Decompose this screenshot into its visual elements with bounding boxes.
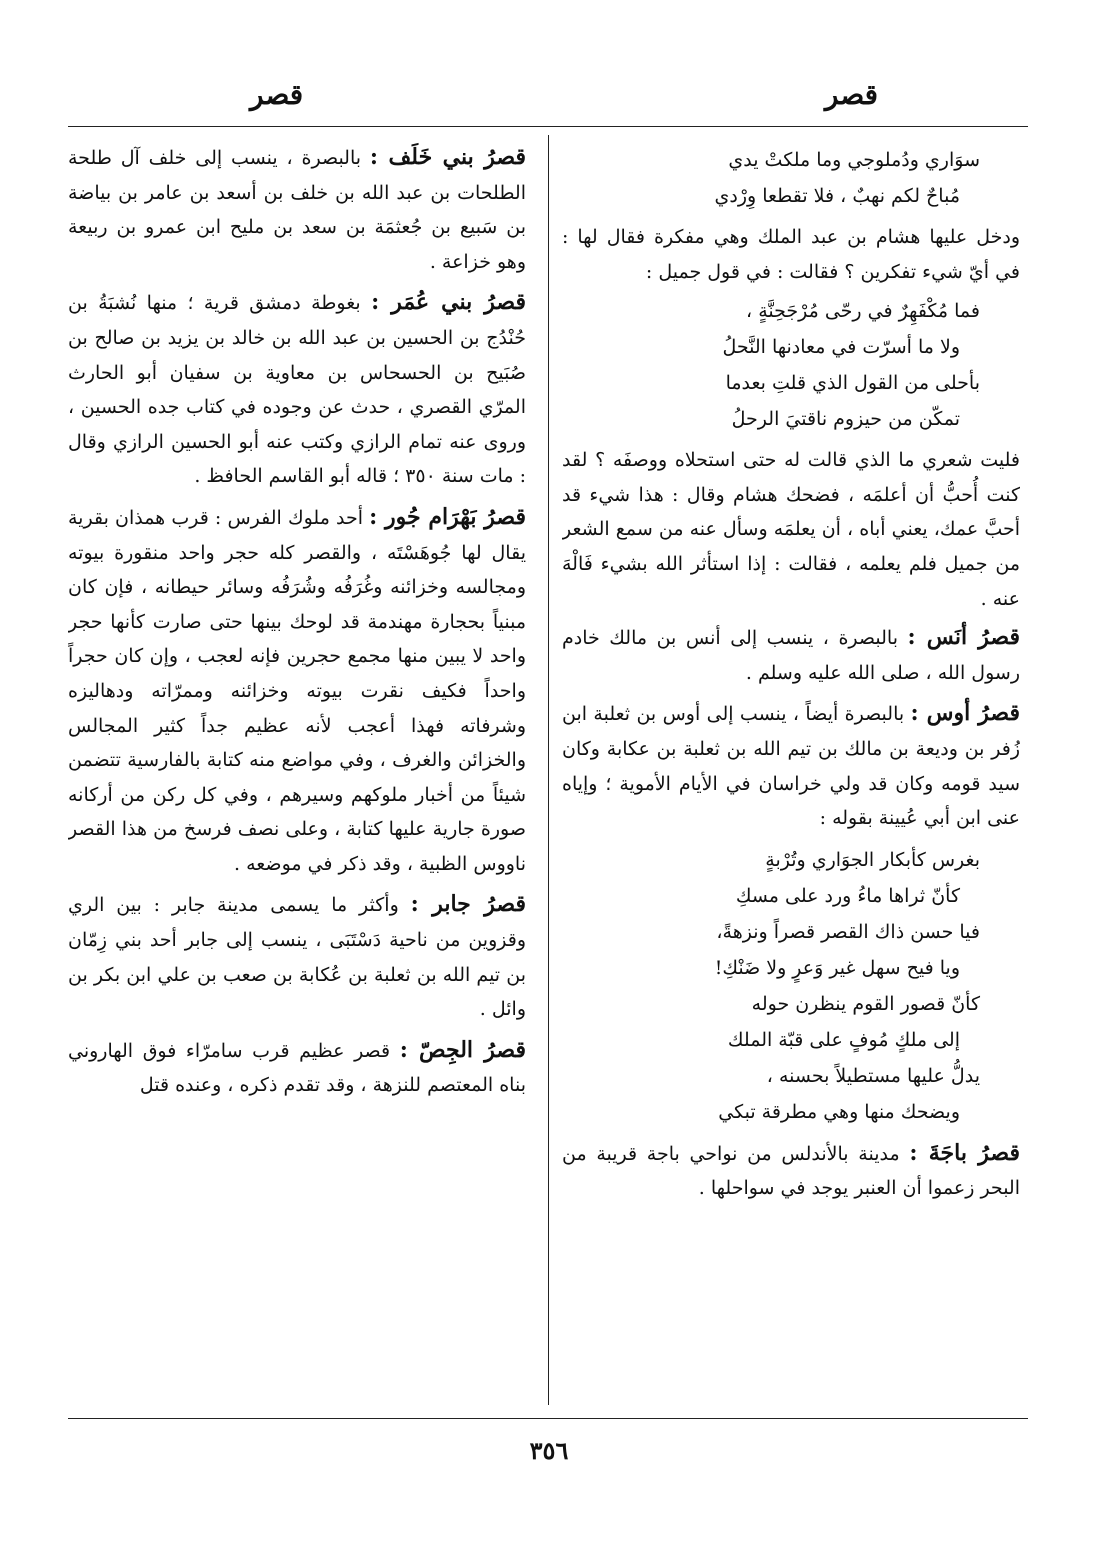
verse: ويا فيح سهل غير وَعرٍ ولا ضَنْكِ! (714, 956, 960, 979)
entry-qasr-al-jiss (68, 1033, 526, 1103)
entry-qasr-aws (562, 696, 1020, 835)
poem-3 (562, 842, 1020, 1130)
entry-text: وأكثر ما يسمى مدينة جابر : بين الري وقزوين من ناحية دَسْتَبَى ، ينسب إلى جابر أحد بني زِمّان بن تيم الله بن ثعلبة بن عُكابة بن صعب بن علي ابن بكر بن وائل . (68, 894, 526, 1021)
entry-qasr-jabir (68, 887, 526, 1026)
running-header-right: قصر (824, 78, 878, 111)
verse: بغرس كأبكار الجوَاري وتُرْبةٍ (765, 848, 980, 871)
entry-headword: قصرُ أوس : (910, 700, 1020, 727)
footer-rule (68, 1418, 1028, 1419)
entry-qasr-bahram-jur (68, 500, 526, 882)
entry-text: بالبصرة أيضاً ، ينسب إلى أوس بن ثعلبة ابن زُفر بن وديعة بن مالك بن تيم الله بن ثعلبة بن عكابة وكان سيد قومه وكان قد ولي خراسان في الأيام الأموية ؛ وإياه عنى ابن أبي عُيينة بقوله : (562, 703, 1020, 830)
entry-text: مدينة بالأندلس من نواحي باجة قريبة من البحر زعموا أن العنبر يوجد في سواحلها . (562, 1142, 1020, 1200)
paragraph: ودخل عليها هشام بن عبد الملك وهي مفكرة فقال لها : في أيّ شيء تفكرين ؟ فقالت : في قول جميل : (562, 226, 1020, 283)
entry-text: أحد ملوك الفرس : قرب همذان بقرية يقال لها جُوهَسْتَه ، والقصر كله حجر واحد منقورة بيوته ومجالسه وخزائنه وغُرَفُه وشُرَفُه وسائر حيطانه ، فإن كان مبنياً بحجارة مهندمة قد لوحك بينها حتى صارت كأنها حجر واحد لا يبين منها مجمع حجرين فإنه لعجب ، وإن كان حجراً واحداً فكيف نقرت بيوته وخزائنه وممرّاته ودهاليزه وشرفاته فهذا أعجب لأنه عظيم جداً كثير المجالس والخزائن والغرف ، وفي مواضع منه كتابة بالفارسية تتضمن شيئاً من أخبار ملوكهم وسيرهم ، وفي كل ركن من أركانه صورة جارية عليها كتابة ، وعلى نصف فرسخ من هذا القصر ناووس الظبية ، وقد ذكر في موضعه . (68, 506, 526, 875)
entry-qasr-bani-khalaf (68, 140, 526, 279)
verse: ولا ما أسرّت في معادنها النَّحلُ (722, 336, 960, 359)
poem-2 (562, 293, 1020, 437)
verse: مُباحٌ لكم نهبٌ ، فلا تقطعا وِرْدي (714, 185, 960, 207)
verse: فما مُكْفَهِرٌ في رحّى مُرْجَحِنَّةٍ ، (746, 300, 980, 323)
entry-headword: قصرُ أنَس : (907, 624, 1020, 651)
entry-headword: قصرُ الجِصّ : (399, 1036, 526, 1063)
verse: إلى ملكٍ مُوفٍ على قبّة الملك (727, 1028, 960, 1051)
verse: كأنّ قصور القوم ينظرن حوله (751, 992, 980, 1015)
verse: ويضحك منها وهي مطرقة تبكي (718, 1100, 960, 1123)
verse: فيا حسن ذاك القصر قصراً ونزهةً، (716, 920, 980, 943)
entry-text: بالبصرة ، ينسب إلى خلف آل طلحة الطلحات بن عبد الله بن خلف بن أسعد بن عامر بن بياضة بن سَبيع بن جُعثمَة بن سعد بن مليح ابن عمرو بن ربيعة وهو خزاعة . (68, 147, 526, 273)
verse: كأنّ ثراها ماءُ ورد على مسكِ (735, 884, 960, 907)
entry-headword: قصرُ باجَةَ : (909, 1139, 1020, 1166)
running-header-left: قصر (250, 78, 304, 111)
paragraph: فليت شعري ما الذي قالت له حتى استحلاه ووصفَه ؟ لقد كنت أُحبُّ أن أعلمَه ، فضحك هشام وقال : هذا شيء قد أحبَّ عمك، يعني أباه ، أن يعلمَه وسأل عنه من سمع الشعر من جميل فلم يعلمه ، فقالت : إذا استأثر الله بشيء فَالْهَ عنه . (562, 449, 1020, 610)
verse: بأحلى من القول الذي قلتِ بعدما (725, 372, 980, 395)
entry-headword: قصرُ بني خَلَف : (369, 144, 526, 170)
entry-text: قصر عظيم قرب سامرّاء فوق الهاروني بناه المعتصم للنزهة ، وقد تقدم ذكره ، وعنده قتل (68, 1039, 526, 1097)
entry-headword: قصرُ بَهْرَام جُور : (369, 503, 526, 530)
page-number: ٣٥٦ (529, 1436, 569, 1465)
verse: يدلُّ عليها مستطيلاً بحسنه ، (766, 1064, 980, 1087)
column-divider (548, 135, 549, 1405)
verse: سوَاري ودُملوجي وما ملكتْ يدي (728, 149, 980, 171)
verse: تمكّن من حيزوم ناقتيَ الرحلُ (731, 408, 960, 431)
header-rule (68, 126, 1028, 127)
entry-headword: قصرُ بني عُمَر : (371, 289, 526, 316)
entry-qasr-anas (562, 620, 1020, 690)
left-column (68, 140, 526, 1405)
entry-text: بالبصرة ، ينسب إلى أنس بن مالك خادم رسول الله ، صلى الله عليه وسلم . (562, 627, 1020, 684)
entry-qasr-bani-umar (68, 285, 526, 494)
right-column (562, 140, 1020, 1405)
entry-qasr-baja (562, 1136, 1020, 1206)
entry-text: بغوطة دمشق قرية ؛ منها نُشبَةُ بن حُنْدُج بن الحسين بن عبد الله بن خالد بن يزيد بن صالح بن صُبَيح بن الحسحاس بن معاوية بن سفيان أبو الحارث المرّي القصري ، حدث عن وجوده في كتاب جده الحسين ، وروى عنه تمام الرازي وكتب عنه أبو الحسين الرازي وقال : مات سنة ٣٥٠ ؛ قاله أبو القاسم الحافظ . (68, 292, 526, 488)
entry-headword: قصرُ جابر : (410, 891, 526, 918)
poem-1 (562, 142, 1020, 214)
